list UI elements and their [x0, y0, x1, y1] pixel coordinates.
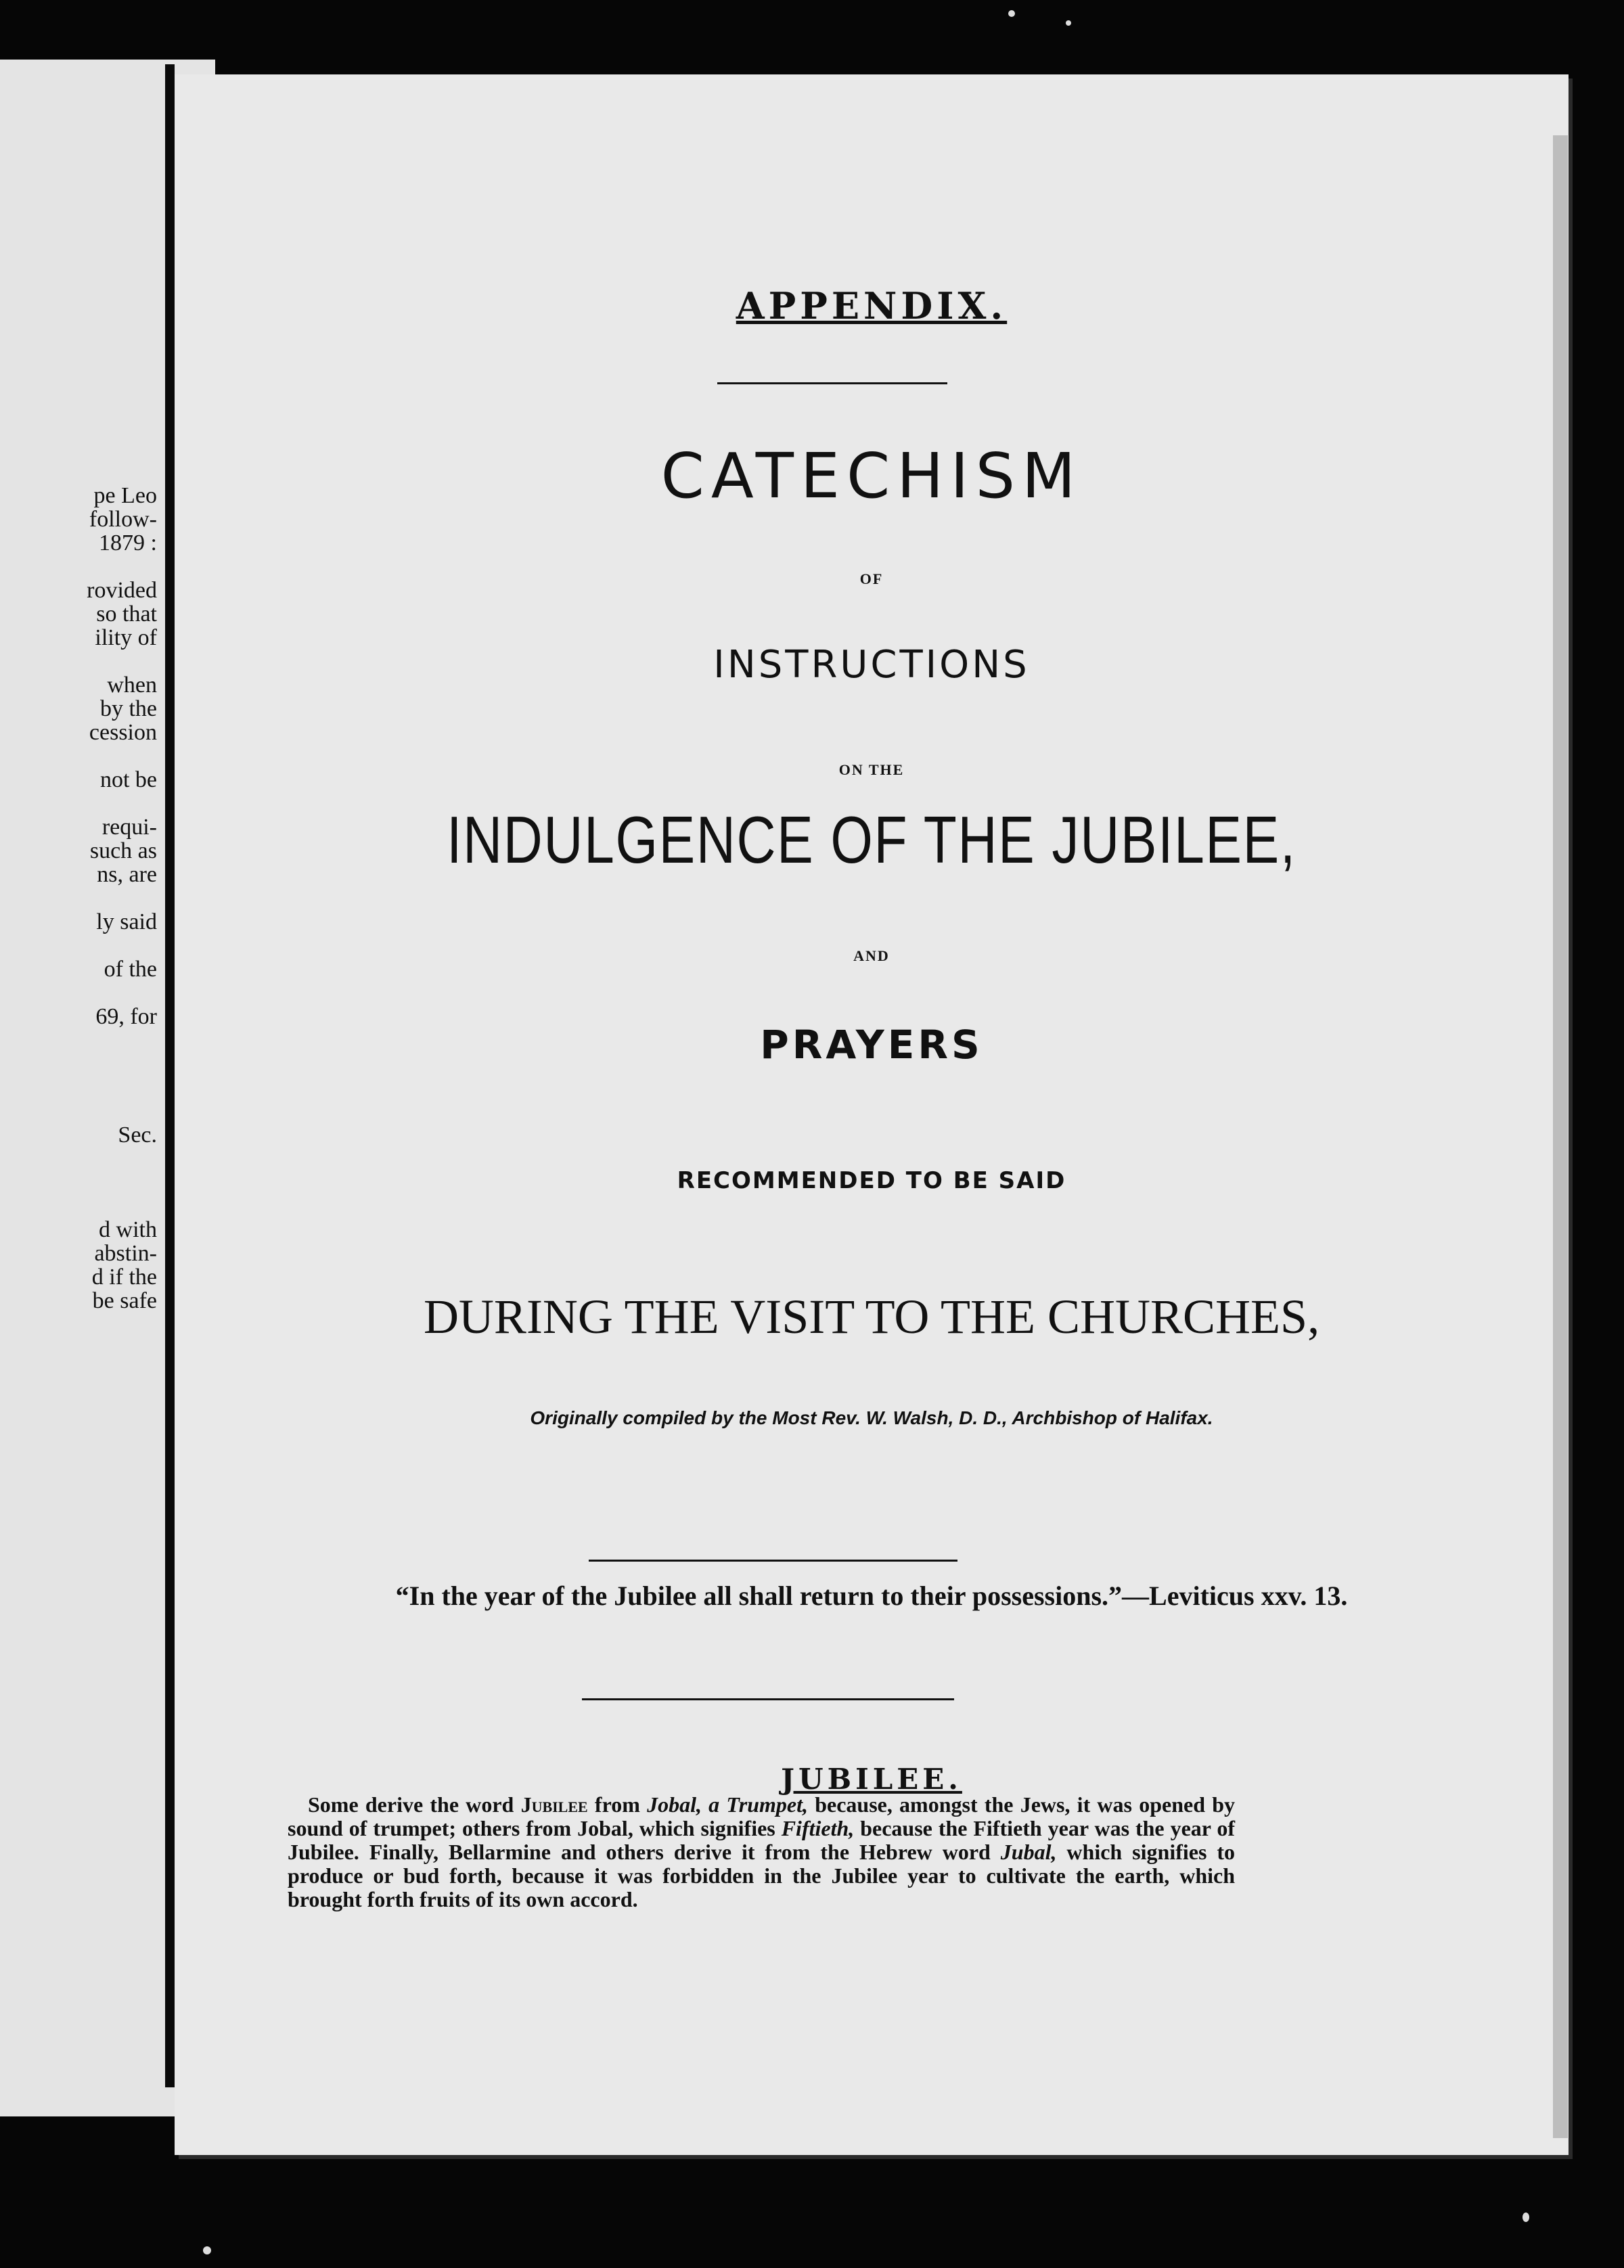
- indulgence-title: INDULGENCE OF THE JUBILEE,: [447, 802, 1296, 877]
- divider-rule: [717, 382, 947, 384]
- facing-page-line: [0, 1099, 157, 1123]
- facing-page-line: follow-: [89, 507, 157, 532]
- facing-page-line: of the: [104, 957, 157, 982]
- facing-page-line: [0, 1194, 157, 1218]
- facing-page-line: abstin-: [94, 1241, 157, 1266]
- facing-page-line: [0, 886, 157, 910]
- facing-page-line: be safe: [92, 1288, 157, 1313]
- facing-page-line: [0, 1076, 157, 1099]
- facing-page-line: 69, for: [95, 1004, 157, 1029]
- catechism-title: CATECHISM: [660, 440, 1083, 512]
- facing-page-line: rovided: [87, 578, 157, 603]
- appendix-heading: APPENDIX.: [736, 284, 1008, 327]
- recommended-line: RECOMMENDED TO BE SAID: [677, 1167, 1066, 1194]
- facing-page-line: ns, are: [97, 862, 157, 887]
- facing-page-line: [0, 744, 157, 768]
- facing-page-line: [0, 1052, 157, 1076]
- facing-page-line: so that: [96, 602, 157, 627]
- instructions-title: INSTRUCTIONS: [713, 643, 1030, 687]
- facing-page-line: [0, 792, 157, 815]
- facing-page-line: 1879 :: [99, 530, 157, 555]
- jubilee-paragraph: Some derive the word Jubilee from Jobal, a Trumpet, because, amongst the Jews, it was opened by sound of trumpet; others from Jobal, which signifies Fiftieth, because the Fiftieth year was the year of Jubilee. Finally, Bellarmine and others derive it from the Hebrew word Jubal, which signifies to produce or bud forth, because it was forbidden in the Jubilee year to cultivate the earth, which brought forth fruits of its own accord.: [288, 1792, 1236, 1911]
- on-the-label: ON THE: [838, 761, 905, 778]
- divider-rule: [582, 1698, 954, 1700]
- facing-page-line: [0, 981, 157, 1005]
- facing-page-line: d if the: [91, 1265, 157, 1290]
- divider-rule: [589, 1560, 957, 1562]
- jubilee-heading: JUBILEE.: [781, 1763, 962, 1796]
- facing-page-line: pe Leo: [93, 483, 157, 508]
- facing-page-line: [0, 1147, 157, 1171]
- facing-page-line: Sec.: [118, 1122, 157, 1148]
- facing-page-line: d with: [99, 1217, 157, 1242]
- facing-page-line: [0, 555, 157, 579]
- during-title: DURING THE VISIT TO THE CHURCHES,: [423, 1290, 1320, 1344]
- of-label: OF: [859, 570, 884, 587]
- facing-page-line: when: [107, 673, 157, 698]
- facing-page-line: requi-: [102, 815, 157, 840]
- compiler-credit: Originally compiled by the Most Rev. W. Walsh, D. D., Archbishop of Halifax.: [530, 1407, 1213, 1428]
- book-spine: [165, 64, 175, 2087]
- facing-page-line: such as: [89, 838, 157, 863]
- prayers-title: PRAYERS: [760, 1022, 983, 1068]
- scripture-quote: “In the year of the Jubilee all shall return to their possessions.”—Leviticus xxv. 13.: [395, 1581, 1348, 1611]
- facing-page-line: ility of: [95, 625, 157, 650]
- page-edge: [1553, 135, 1568, 2138]
- facing-page-line: [0, 1028, 157, 1052]
- facing-page-line: [0, 1171, 157, 1194]
- and-label: AND: [853, 947, 890, 964]
- facing-page-line: [0, 650, 157, 673]
- facing-page-line: cession: [89, 720, 157, 745]
- facing-page-line: ly said: [96, 909, 157, 934]
- facing-page-line: [0, 934, 157, 957]
- facing-page-line: not be: [99, 767, 157, 792]
- facing-page-line: by the: [99, 696, 157, 721]
- facing-page-text: [0, 484, 157, 1313]
